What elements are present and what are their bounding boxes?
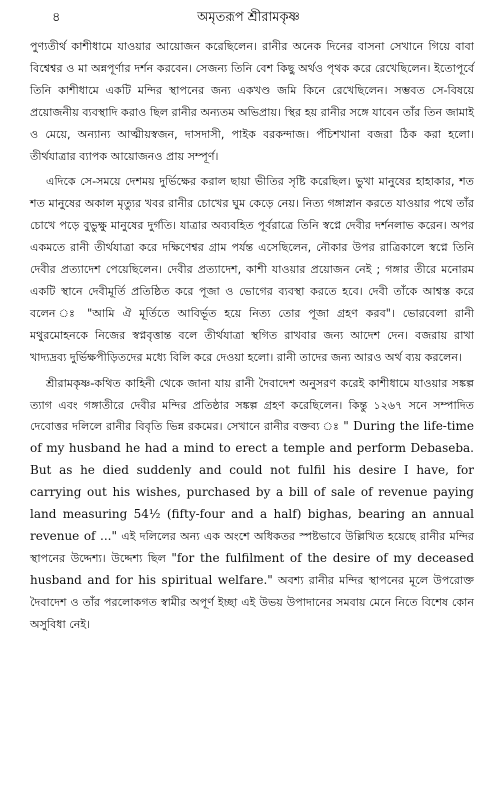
paragraph-1-text: পুণ্যতীর্থ কাশীধামে যাওয়ার আয়োজন করেছিলেন। রানীর অনেক দিনের বাসনা সেখানে গিয়ে বাবা বিশ্বেশ্বর ও মা অন্নপূর্ণার দর্শন করবেন। সেজন্য তিনি বেশ কিছু অর্থও পৃথক করে রেখেছিলেন। ইতোপূর্বে তিনি কাশীধামে একটি মন্দির স্থাপনের জন্য একখণ্ড জমি কিনে রেখেছিলেন। সম্ভবত সে-বিষয়ে প্রয়োজনীয় ব্যবস্থাদি করাও ছিল রানীর অন্যতম অভিপ্রায়। স্থির হয় রানীর সঙ্গে যাবেন তাঁর তিন জামাই ও মেয়ে, অন্যান্য আত্মীয়স্বজন, দাসদাসী, পাইক বরকন্দাজ। পঁচিশখানা বজরা ঠিক করা হলো। তীর্থযাত্রার ব্যাপক আয়োজনও প্রায় সম্পূর্ণ। bbox=[30, 40, 474, 163]
page-body bbox=[30, 36, 474, 639]
page-header bbox=[0, 6, 497, 28]
paragraph-3-text-b: এই দলিলের অন্য এক অংশে অধিকতর স্পষ্টভাবে উল্লিখিত হয়েছে রানীর মন্দির স্থাপনের উদ্দেশ্য। উদ্দেশ্য ছিল bbox=[30, 529, 474, 565]
paragraph-1 bbox=[30, 36, 474, 167]
paragraph-2-text: এদিকে সে-সময়ে দেশময় দুর্ভিক্ষের করাল ছায়া ভীতির সৃষ্টি করেছিল। ভুখা মানুষের হাহাকার, শত শত মানুষের অকাল মৃত্যুর খবর রানীর চোখের ঘুম কেড়ে নেয়। নিত্য গঙ্গাস্নান করতে যাওয়ার পথে তাঁর চোখে পড়ে বুভুক্ষু মানুষের দুর্গতি। যাত্রার অব্যবহিত পূর্বরাত্রে তিনি স্বপ্নে দেবীর দর্শনলাভ করেন। অপর একমতে রানী তীর্থযাত্রা করে দক্ষিণেশ্বর গ্রাম পর্যন্ত এসেছিলেন, নৌকার উপর রাত্রিকালে স্বপ্নে তিনি দেবীর প্রত্যাদেশ পেয়েছিলেন। দেবীর প্রত্যাদেশ, কাশী যাওয়ার প্রয়োজন নেই ; গঙ্গার তীরে মনোরম একটি স্থানে দেবীমূর্তি প্রতিষ্ঠিত করে পূজা ও ভোগের ব্যবস্থা করতে হবে। দেবী তাঁকে আশ্বস্ত করে বলেন ঃ "আমি ঐ মূর্তিতে আবির্ভূত হয়ে নিত্য তোর পূজা গ্রহণ করব"। ভোরবেলা রানী মথুরমোহনকে নিজের স্বপ্নবৃত্তান্ত বলে তীর্থযাত্রা স্থগিত রাখবার জন্য আদেশ দেন। বজরায় রাখা খাদ্যদ্রব্য দুর্ভিক্ষপীড়িতদের মধ্যে বিলি করে দেওয়া হলো। রানী তাদের জন্য আরও অর্থ ব্যয় করলেন। bbox=[30, 175, 474, 364]
running-title: অমৃতরূপ শ্রীরামকৃষ্ণ bbox=[197, 10, 300, 25]
english-quote-purpose: "for the fulfilment of the desire of my deceased husband and for his spiritual welfare." bbox=[30, 550, 474, 587]
paragraph-3 bbox=[30, 373, 474, 636]
paragraph-3-text-c: অবশ্য রানীর মন্দির স্থাপনের মূলে উপরোক্ত দৈবাদেশ ও তাঁর পরলোকগত স্বামীর অপূর্ণ ইচ্ছা এই উভয় উপাদানের সমবায় মেনে নিতে বিশেষ কোন অসুবিধা নেই। bbox=[30, 573, 474, 631]
paragraph-3-text-a: শ্রীরামকৃষ্ণ-কথিত কাহিনী থেকে জানা যায় রানী দৈবাদেশ অনুসরণ করেই কাশীধামে যাওয়ার সঙ্কল্প ত্যাগ এবং গঙ্গাতীরে দেবীর মন্দির প্রতিষ্ঠার সঙ্কল্প গ্রহণ করেছিলেন। কিন্তু ১২৬৭ সনে সম্পাদিত দেবোত্তর দলিলে রানীর বিবৃতি ভিন্ন রকমের। সেখানে রানীর বক্তব্য ঃ bbox=[30, 376, 474, 434]
english-quote-deed: " During the life-time of my husband he had a mind to erect a temple and perform Debaseba. But as he died suddenly and could not fulfil his desire I have, for carrying out his wishes, purchased by a bill of sale of revenue paying land measuring 54½ (fifty-four and a half) bighas, bearing an annual revenue of ..." bbox=[30, 419, 474, 543]
page-number: ৪ bbox=[52, 10, 61, 25]
paragraph-2 bbox=[30, 171, 474, 368]
